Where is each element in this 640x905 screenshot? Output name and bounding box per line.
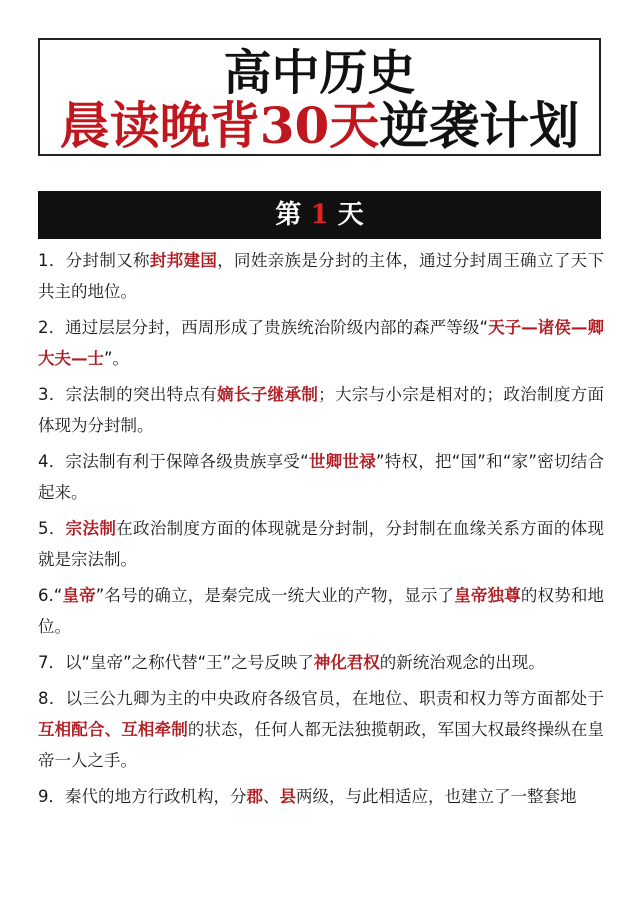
item-text: 6.“ xyxy=(38,586,63,605)
list-item xyxy=(38,312,604,374)
day-number: 1 xyxy=(310,200,329,230)
item-text: 的状态，任何人都无法独揽朝政，军国大权最终操纵在皇帝一人之手。 xyxy=(38,720,605,770)
item-text: ；大宗与小宗是相对的；政治制度方面体现为分封制。 xyxy=(38,385,605,435)
item-text: ”名号的确立，是秦完成一统大业的产物，显示了 xyxy=(95,586,455,605)
item-text: 的权势和地位。 xyxy=(38,586,604,636)
title-suffix: 逆袭计划 xyxy=(379,96,580,155)
title-box xyxy=(38,38,601,156)
item-text: 1．分封制又称 xyxy=(38,251,150,270)
item-text: 两级，与此相适应，也建立了一整套地 xyxy=(296,787,577,806)
list-item xyxy=(38,379,604,441)
highlight-term: 皇帝独尊 xyxy=(454,586,521,605)
highlight-term: 世卿世禄 xyxy=(308,452,376,471)
highlight-term: 县 xyxy=(279,787,296,806)
highlight-term: 郡 xyxy=(246,787,263,806)
item-text: 2．通过层层分封，西周形成了贵族统治阶级内部的森严等级“ xyxy=(38,318,488,337)
title-line-1: 高中历史 xyxy=(223,45,416,101)
item-text: ”特权，把“国”和“家”密切结合起来。 xyxy=(38,452,604,502)
list-item xyxy=(38,446,604,508)
list-item xyxy=(38,781,604,812)
list-item xyxy=(38,513,604,575)
highlight-term: 宗法制 xyxy=(65,519,117,538)
title-number: 30 xyxy=(259,96,330,155)
title-day-word: 天 xyxy=(329,96,380,155)
item-text: 在政治制度方面的体现就是分封制，分封制在血缘关系方面的体现就是宗法制。 xyxy=(38,519,605,569)
title-prefix: 晨读晚背 xyxy=(59,96,260,155)
list-item xyxy=(38,647,604,678)
item-text: 、 xyxy=(263,787,280,806)
highlight-term: 天子—诸侯—卿大夫—士 xyxy=(38,318,605,368)
highlight-term: 嫡长子继承制 xyxy=(217,385,319,404)
highlight-term: 封邦建国 xyxy=(149,251,218,270)
list-item xyxy=(38,580,604,642)
title-line-2 xyxy=(40,98,599,154)
highlight-term: 互相配合、互相牵制 xyxy=(38,720,188,739)
list-item xyxy=(38,683,604,776)
item-text: 4．宗法制有利于保障各级贵族享受“ xyxy=(38,452,309,471)
item-text: 7．以“皇帝”之称代替“王”之号反映了 xyxy=(38,653,314,672)
list-item xyxy=(38,245,604,307)
item-text: ”。 xyxy=(104,349,130,368)
day-heading xyxy=(38,191,601,239)
day-prefix: 第 xyxy=(275,200,302,230)
highlight-term: 皇帝 xyxy=(62,586,96,605)
item-text: 9．秦代的地方行政机构，分 xyxy=(38,787,247,806)
item-text: 的新统治观念的出现。 xyxy=(379,653,545,672)
notes-list xyxy=(38,245,604,817)
item-text: ，同姓亲族是分封的主体，通过分封周王确立了天下共主的地位。 xyxy=(38,251,605,301)
day-suffix: 天 xyxy=(337,200,364,230)
item-text: 5． xyxy=(38,519,66,538)
highlight-term: 神化君权 xyxy=(313,653,380,672)
item-text: 3．宗法制的突出特点有 xyxy=(38,385,218,404)
item-text: 8．以三公九卿为主的中央政府各级官员，在地位、职责和权力等方面都处于 xyxy=(38,689,604,708)
